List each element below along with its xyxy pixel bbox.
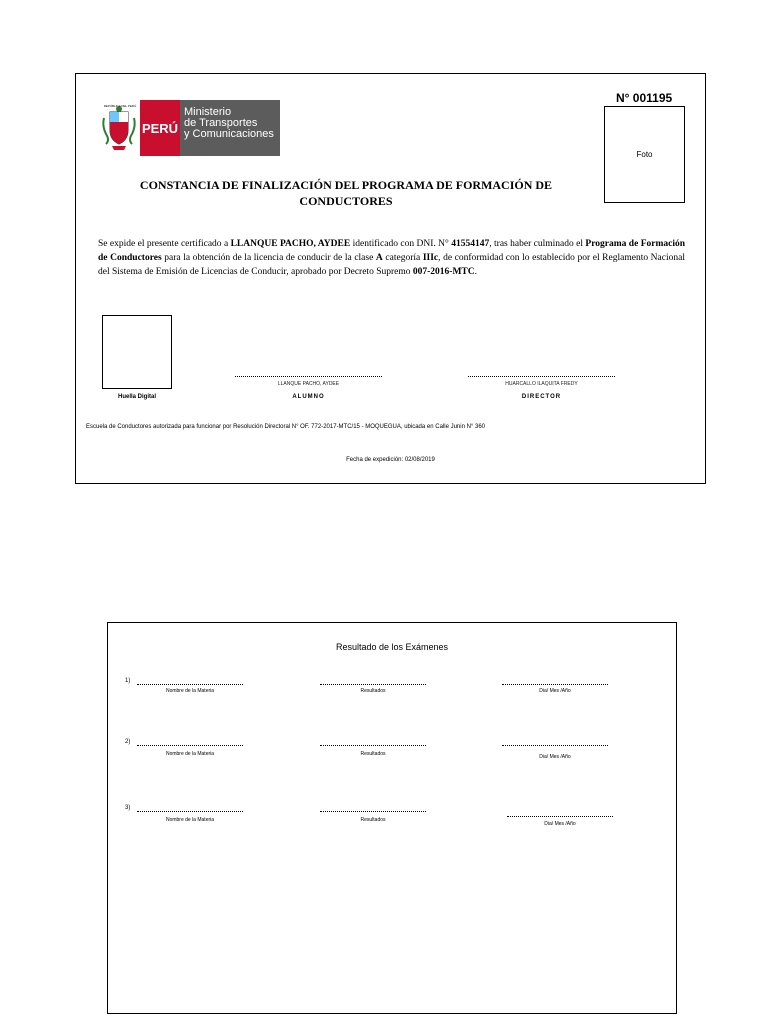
certificate-card [75, 73, 706, 484]
ministry-name [180, 100, 280, 156]
decree-number: 007-2016-MTC [412, 267, 475, 277]
row-number: 1) [125, 678, 131, 684]
student-signature-name: LLANQUE PACHO, AYDEE [277, 381, 340, 387]
peru-coat-of-arms-icon [100, 100, 138, 156]
director-role-label: DIRECTOR [521, 394, 562, 400]
license-category: IIIc [422, 253, 439, 263]
date-label: Dia/ Mes /Año [544, 821, 576, 827]
ministry-line: Ministerio [184, 106, 232, 118]
subject-label: Nombre de la Materia [165, 688, 215, 694]
result-line [320, 684, 426, 685]
subject-line [137, 684, 243, 685]
subject-label: Nombre de la Materia [165, 751, 215, 757]
ministry-line: de Transportes [184, 117, 258, 129]
body-text: , de conformidad con lo establecido por el Reglamento Nacional del Sistema de Emisión de Licencias de Conducir, aprobado por Decreto Supremo [98, 253, 685, 277]
ministry-line: y Comunicaciones [184, 128, 274, 140]
exam-results-card [107, 622, 677, 1014]
fingerprint-box [102, 315, 172, 389]
subject-line [137, 811, 243, 812]
exam-results-title: Resultado de los Exámenes [335, 642, 449, 652]
certificate-number: N° 001195 [616, 91, 673, 105]
date-line [502, 745, 608, 746]
result-line [320, 811, 426, 812]
body-text: , tras haber culminado el [489, 239, 586, 249]
body-text: Se expide el presente certificado a [98, 239, 231, 249]
peru-wordmark: PERÚ [140, 100, 180, 156]
subject-line [137, 745, 243, 746]
date-label: Dia/ Mes /Año [539, 754, 571, 760]
result-label: Resultados [360, 751, 386, 757]
subject-label: Nombre de la Materia [165, 817, 215, 823]
republic-caption: REPÚBLICA DEL PERÚ [103, 104, 137, 108]
result-line [320, 745, 426, 746]
school-authorization: Escuela de Conductores autorizada para funcionar por Resolución Directoral N° OF. 772-2017-MTC/15 - MOQUEGUA, ubicada en Calle Junin N° 360 [86, 424, 485, 430]
issue-date: Fecha de expedición: 02/08/2019 [346, 457, 435, 463]
certificate-title: CONSTANCIA DE FINALIZACIÓN DEL PROGRAMA DE FORMACIÓN DE CONDUCTORES [139, 178, 553, 208]
date-label: Dia/ Mes /Año [539, 688, 571, 694]
director-signature-line [468, 376, 615, 377]
body-text: identificado con DNI. N° [350, 239, 452, 249]
body-text: categoría [382, 253, 423, 263]
student-signature-line [235, 376, 382, 377]
row-number: 3) [125, 805, 131, 811]
photo-box [604, 106, 685, 203]
program-name: Programa de Formación de Conductores [98, 239, 686, 263]
result-label: Resultados [360, 688, 386, 694]
row-number: 2) [125, 739, 131, 745]
result-label: Resultados [360, 817, 386, 823]
date-line [507, 816, 613, 817]
body-text: para la obtención de la licencia de conducir de la clase [161, 253, 376, 263]
student-name: LLANQUE PACHO, AYDEE [230, 239, 351, 249]
director-signature-name: HUARCALLO ILAQUITA FREDY [505, 381, 578, 387]
photo-label: Foto [636, 150, 653, 159]
certificate-body [98, 237, 685, 279]
body-text: . [474, 267, 478, 277]
dni-number: 41554147 [451, 239, 490, 249]
student-role-label: ALUMNO [292, 394, 325, 400]
ministry-logo [100, 100, 280, 156]
date-line [502, 684, 608, 685]
license-class: A [375, 253, 383, 263]
fingerprint-label: Huella Digital [117, 394, 156, 400]
